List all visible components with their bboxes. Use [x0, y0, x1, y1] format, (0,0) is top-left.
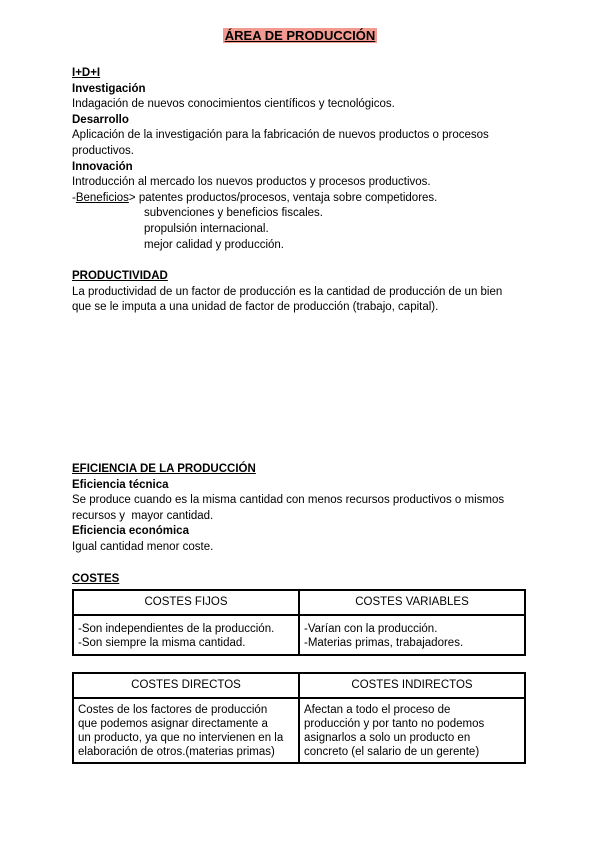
productividad-line1: La productividad de un factor de producción es la cantidad de producción de un bien	[72, 285, 503, 298]
cell-line: -Varían con la producción.	[304, 623, 438, 636]
table-cell	[299, 615, 525, 655]
eficiencia-tecnica-label: Eficiencia técnica	[72, 478, 169, 491]
beneficio-item: mejor calidad y producción.	[144, 238, 284, 251]
eficiencia-tecnica-line2: recursos y mayor cantidad.	[72, 509, 214, 522]
beneficio-item: subvenciones y beneficios fiscales.	[144, 207, 323, 220]
desarrollo-label: Desarrollo	[72, 113, 129, 126]
beneficios-arrow: >	[128, 191, 139, 204]
table-row	[73, 698, 525, 763]
eficiencia-economica-text: Igual cantidad menor coste.	[72, 540, 214, 553]
cell-line: Afectan a todo el proceso de	[304, 704, 451, 717]
eficiencia-tecnica-line1: Se produce cuando es la misma cantidad con menos recursos productivos o mismos	[72, 494, 505, 507]
table-header-cell: COSTES VARIABLES	[299, 590, 525, 615]
table-row	[73, 615, 525, 655]
table-header-row	[73, 673, 525, 698]
cell-line: producción y por tanto no podemos	[304, 718, 485, 731]
cell-line: que podemos asignar directamente a	[78, 718, 268, 731]
document-body-lower	[72, 462, 542, 764]
costes-fijos-variables-table	[72, 589, 526, 656]
beneficios-prefix: -	[72, 191, 76, 204]
productividad-line2: que se le imputa a una unidad de factor de producción (trabajo, capital).	[72, 301, 439, 314]
beneficios-row	[72, 191, 542, 207]
table-cell	[299, 698, 525, 763]
innovacion-text: Introducción al mercado los nuevos productos y procesos productivos.	[72, 176, 431, 189]
spacer	[72, 253, 542, 269]
document-body	[72, 66, 542, 316]
cell-line: elaboración de otros.(materias primas)	[78, 746, 275, 759]
desarrollo-text-line1: Aplicación de la investigación para la fabricación de nuevos productos o procesos	[72, 129, 489, 142]
eficiencia-economica-label: Eficiencia económica	[72, 525, 189, 538]
cell-line: -Son independientes de la producción.	[78, 623, 275, 636]
investigacion-text: Indagación de nuevos conocimientos científicos y tecnológicos.	[72, 98, 395, 111]
cell-line: concreto (el salario de un gerente)	[304, 746, 480, 759]
table-header-cell: COSTES INDIRECTOS	[299, 673, 525, 698]
investigacion-label: Investigación	[72, 82, 146, 95]
cell-line: asignarlos a solo un producto en	[304, 732, 471, 745]
page-title-wrapper	[0, 28, 600, 43]
cell-line: un producto, ya que no intervienen en la	[78, 732, 284, 745]
table-header-row	[73, 590, 525, 615]
innovacion-label: Innovación	[72, 160, 133, 173]
costes-directos-indirectos-table	[72, 672, 526, 764]
beneficio-item: patentes productos/procesos, ventaja sobre competidores.	[138, 191, 438, 204]
cell-line: -Materias primas, trabajadores.	[304, 637, 464, 650]
beneficio-item: propulsión internacional.	[144, 222, 269, 235]
table-cell	[73, 698, 299, 763]
idi-heading: I+D+I	[72, 67, 101, 79]
table-header-cell: COSTES FIJOS	[73, 590, 299, 615]
beneficios-label: Beneficios	[75, 191, 129, 204]
cell-line: Costes de los factores de producción	[78, 704, 268, 717]
table-header-cell: COSTES DIRECTOS	[73, 673, 299, 698]
spacer	[72, 556, 542, 572]
costes-heading: COSTES	[72, 572, 120, 585]
desarrollo-text-line2: productivos.	[72, 144, 135, 157]
table-cell	[73, 615, 299, 655]
cell-line: -Son siempre la misma cantidad.	[78, 637, 246, 650]
page-title: ÁREA DE PRODUCCIÓN	[224, 28, 376, 43]
productividad-heading: PRODUCTIVIDAD	[72, 270, 168, 283]
eficiencia-heading: EFICIENCIA DE LA PRODUCCIÓN	[72, 463, 256, 475]
